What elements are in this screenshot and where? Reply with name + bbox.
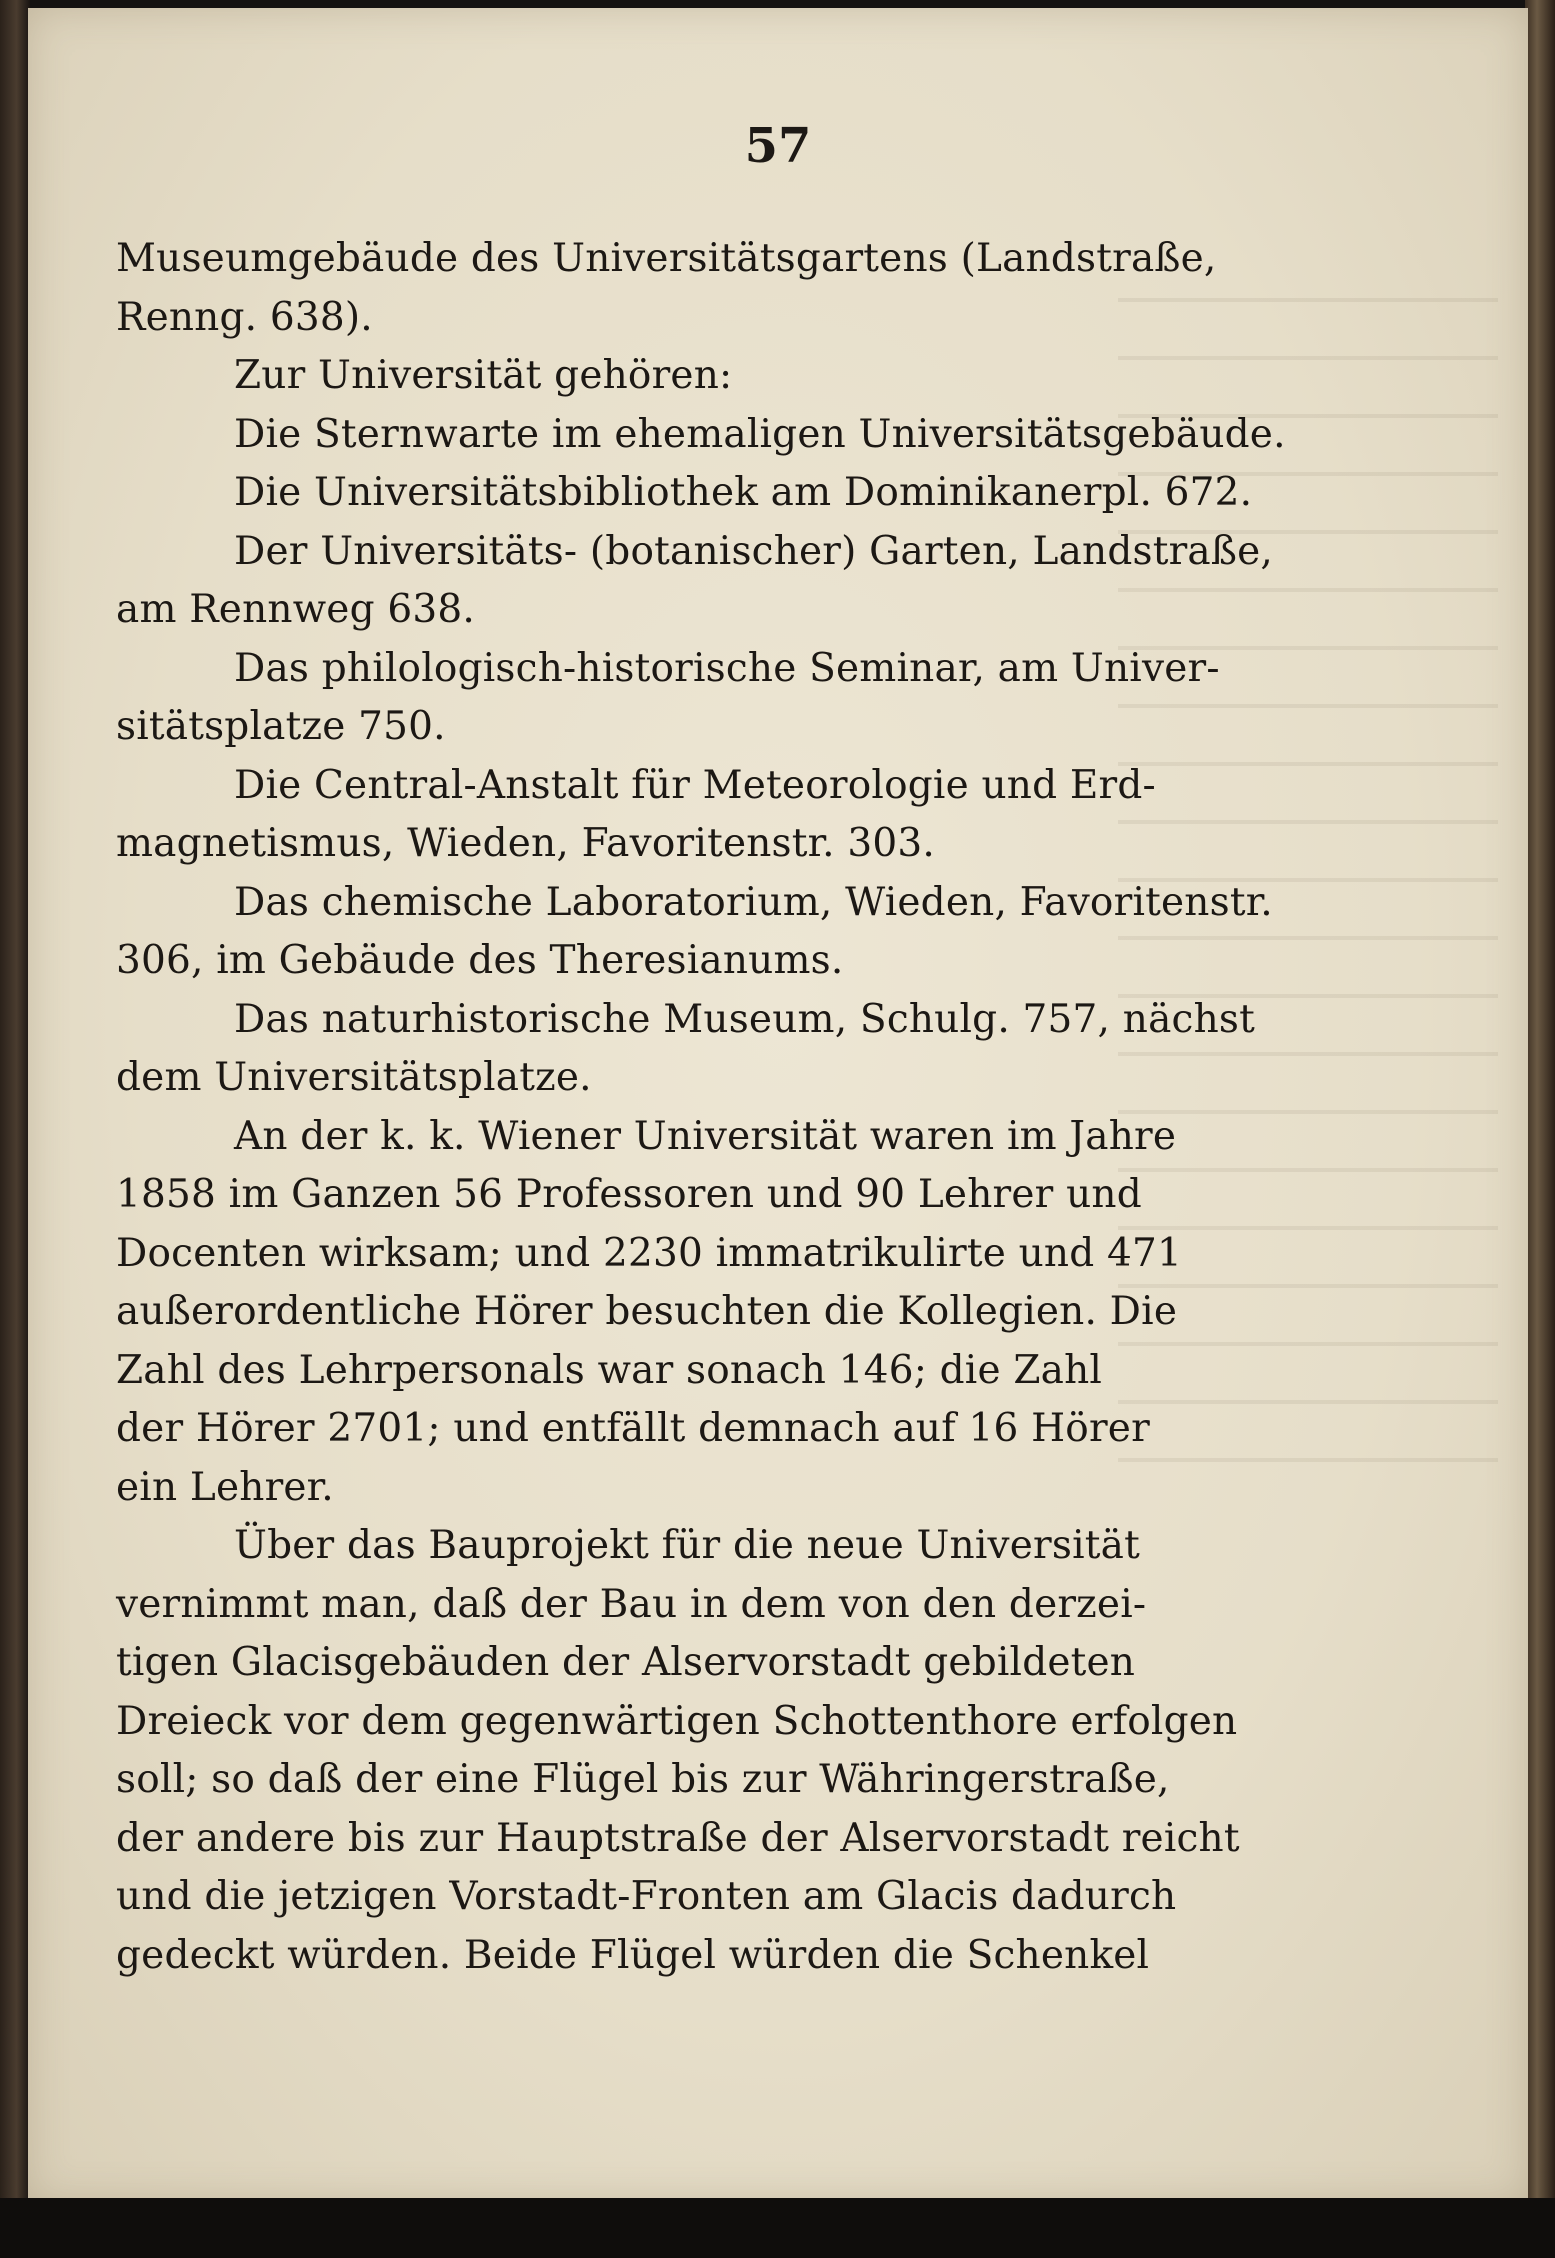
page-number: 57: [744, 118, 812, 174]
text-line: Über das Bauprojekt für die neue Universität: [234, 1523, 1140, 1568]
text-line: An der k. k. Wiener Universität waren im Jahre: [234, 1113, 1177, 1159]
text-line: Zahl des Lehrpersonals war sonach 146; die Zahl: [116, 1347, 1103, 1393]
right-page-edge: [1525, 0, 1555, 2258]
text-line: Docenten wirksam; und 2230 immatrikulirte und 471: [116, 1230, 1183, 1276]
body-text: [116, 230, 1338, 1985]
text-line: Das philologisch-historische Seminar, am Univer-: [234, 645, 1220, 691]
text-line: Renng. 638).: [116, 294, 373, 340]
text-line: 306, im Gebäude des Theresianums.: [116, 938, 844, 983]
text-line: 1858 im Ganzen 56 Professoren und 90 Lehrer und: [116, 1172, 1142, 1217]
text-line: dem Universitätsplatze.: [116, 1055, 592, 1100]
page-bottom-shadow: [0, 2198, 1555, 2258]
text-line: der andere bis zur Hauptstraße der Alservorstadt reicht: [116, 1815, 1240, 1861]
text-line: Das chemische Laboratorium, Wieden, Favoritenstr.: [234, 879, 1273, 925]
text-line: ein Lehrer.: [116, 1464, 334, 1510]
text-line: Der Universitäts- (botanischer) Garten, Landstraße,: [234, 528, 1274, 574]
text-line: Die Sternwarte im ehemaligen Universitätsgebäude.: [234, 411, 1286, 457]
text-line: am Rennweg 638.: [116, 587, 475, 632]
text-line: Die Universitätsbibliothek am Dominikanerpl. 672.: [234, 470, 1253, 515]
text-line: gedeckt würden. Beide Flügel würden die Schenkel: [116, 1932, 1150, 1978]
text-line: der Hörer 2701; und entfällt demnach auf 16 Hörer: [116, 1406, 1150, 1451]
text-line: Zur Universität gehören:: [234, 353, 733, 398]
text-line: vernimmt man, daß der Bau in dem von den derzei-: [116, 1581, 1147, 1627]
text-line: Museumgebäude des Universitätsgartens (Landstraße,: [116, 236, 1217, 281]
book-page: [28, 8, 1528, 2203]
text-line: und die jetzigen Vorstadt-Fronten am Glacis dadurch: [116, 1874, 1177, 1919]
text-line: tigen Glacisgebäuden der Alservorstadt gebildeten: [116, 1640, 1136, 1685]
text-line: sitätsplatze 750.: [116, 704, 446, 749]
text-line: soll; so daß der eine Flügel bis zur Währingerstraße,: [116, 1757, 1170, 1802]
text-line: magnetismus, Wieden, Favoritenstr. 303.: [116, 821, 936, 866]
text-line: Die Central-Anstalt für Meteorologie und Erd-: [234, 762, 1156, 808]
left-page-edge: [0, 0, 30, 2258]
text-line: Das naturhistorische Museum, Schulg. 757, nächst: [234, 996, 1255, 1042]
text-line: außerordentliche Hörer besuchten die Kollegien. Die: [116, 1289, 1178, 1334]
text-line: Dreieck vor dem gegenwärtigen Schottenthore erfolgen: [116, 1698, 1238, 1744]
